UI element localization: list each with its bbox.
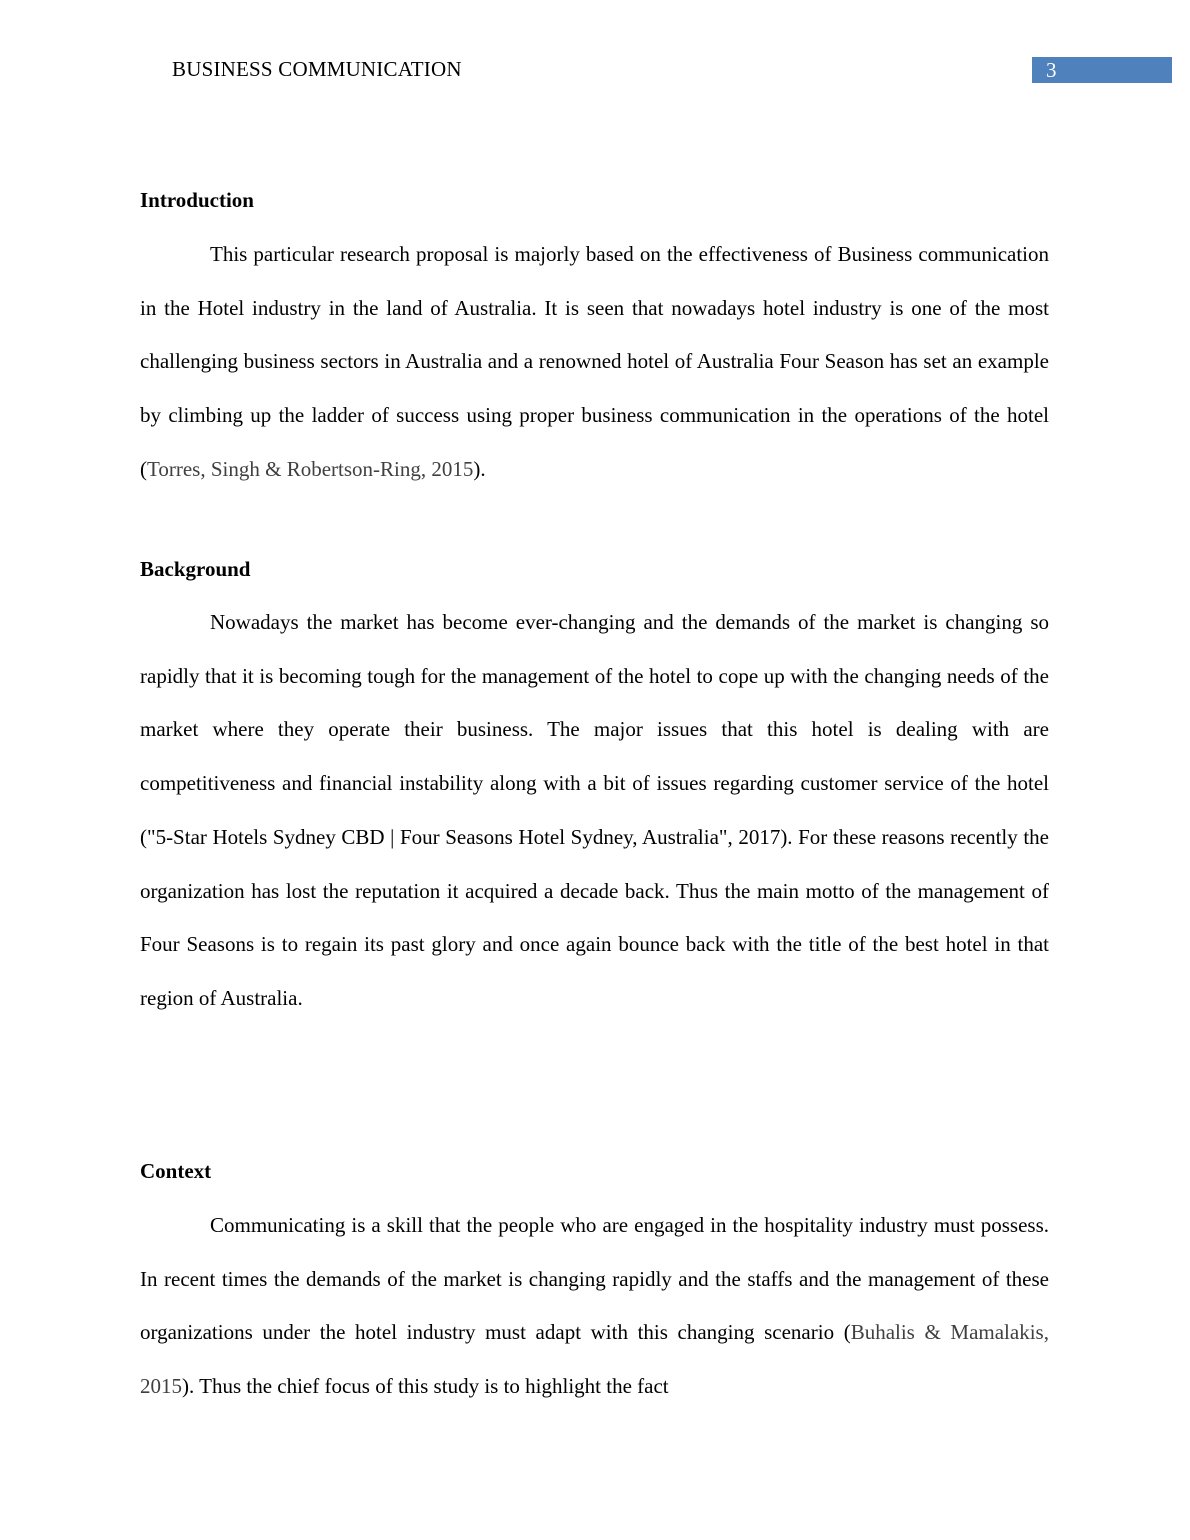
introduction-heading: Introduction bbox=[140, 188, 254, 212]
page-number: 3 bbox=[1046, 58, 1057, 82]
introduction-text: This particular research proposal is majorly based on the effectiveness of Business communication in the Hotel industry in the land of Australia. It is seen that nowadays hotel industry is one of the most challenging business sectors in Australia and a renowned hotel of Australia Four Season has set an example by climbing up the ladder of success using proper business communication in the operations of the hotel ( bbox=[140, 242, 1049, 481]
introduction-citation: Torres, Singh & Robertson-Ring, 2015 bbox=[147, 456, 474, 481]
context-citation: Buhalis & Mamalakis, 2015 bbox=[140, 1320, 1049, 1399]
background-heading: Background bbox=[140, 557, 251, 581]
context-text-end: ). Thus the chief focus of this study is to highlight the fact bbox=[182, 1374, 669, 1399]
running-head: BUSINESS COMMUNICATION bbox=[172, 57, 462, 81]
context-heading: Context bbox=[140, 1159, 212, 1183]
introduction-text-end: ). bbox=[473, 456, 486, 481]
context-paragraph bbox=[140, 1199, 1049, 1414]
context-text: Communicating is a skill that the people who are engaged in the hospitality industry must possess. In recent times the demands of the market is changing rapidly and the staffs and the management of these organizations under the hotel industry must adapt with this changing scenario ( bbox=[140, 1213, 1049, 1345]
page-number-box bbox=[1032, 57, 1172, 83]
background-paragraph: Nowadays the market has become ever-changing and the demands of the market is changing so rapidly that it is becoming tough for the management of the hotel to cope up with the changing needs of the market where they operate their business. The major issues that this hotel is dealing with are competitiveness and financial instability along with a bit of issues regarding customer service of the hotel ("5-Star Hotels Sydney CBD | Four Seasons Hotel Sydney, Australia", 2017). For these reasons recently the organization has lost the reputation it acquired a decade back. Thus the main motto of the management of Four Seasons is to regain its past glory and once again bounce back with the title of the best hotel in that region of Australia. bbox=[140, 610, 1049, 1010]
introduction-paragraph bbox=[140, 228, 1049, 497]
